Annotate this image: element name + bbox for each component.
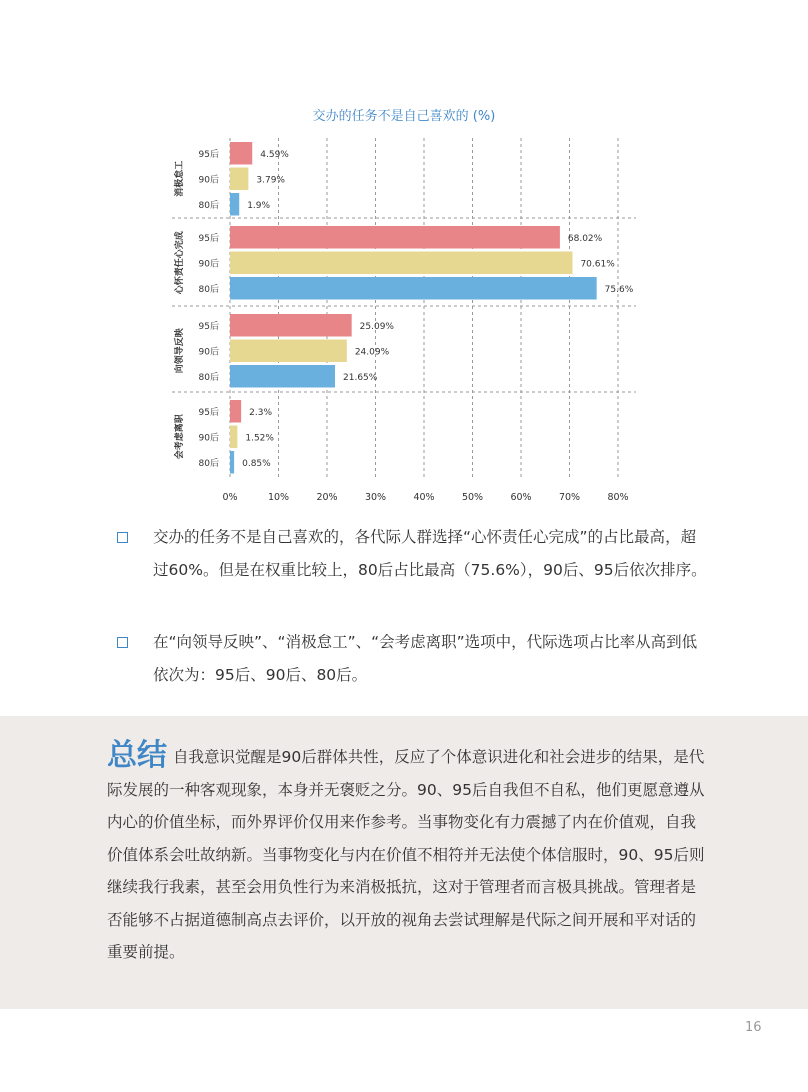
- bar-value-label: 24.09%: [354, 347, 390, 358]
- group-label: 消极怠工: [175, 160, 185, 197]
- bar-category-label: 80后: [198, 200, 219, 211]
- bar-category-label: 80后: [198, 284, 219, 295]
- bar-value-label: 70.61%: [580, 259, 615, 270]
- bar-category-label: 90后: [198, 175, 219, 186]
- x-tick-label: 70%: [558, 492, 581, 503]
- bar-value-label: 21.65%: [343, 372, 378, 383]
- bullet-text-1: 交办的任务不是自己喜欢的，各代际人群选择“心怀责任心完成”的占比最高，超过60%。但是在权重比较上，80后占比最高（75.6%），90后、95后依次排序。: [153, 528, 707, 579]
- x-tick-label: 40%: [413, 492, 435, 503]
- bar-category-label: 95后: [198, 321, 219, 332]
- bar: [230, 400, 241, 423]
- bar-value-label: 1.52%: [245, 433, 274, 444]
- bullet-text-2: 在“向领导反映”、“消极怠工”、“会考虑离职”选项中，代际选项占比率从高到低依次为：95后、90后、80后。: [153, 633, 698, 684]
- x-tick-label: 80%: [607, 492, 629, 503]
- bullet-square-icon: [117, 532, 128, 543]
- bar-value-label: 4.59%: [260, 149, 289, 160]
- bar-chart: [0, 0, 808, 520]
- bar-value-label: 2.3%: [249, 407, 273, 418]
- bar: [230, 277, 597, 300]
- chart-title: 交办的任务不是自己喜欢的 (%): [312, 109, 496, 124]
- group-label: 心怀责任心完成: [175, 231, 185, 295]
- group-label: 会考虑离职: [175, 414, 185, 460]
- x-tick-label: 50%: [461, 492, 484, 503]
- x-tick-label: 60%: [510, 492, 532, 503]
- bar-category-label: 90后: [198, 433, 219, 444]
- bar-category-label: 95后: [198, 407, 219, 418]
- page-number: 16: [745, 1020, 762, 1035]
- bar: [230, 426, 237, 449]
- bar: [230, 451, 234, 474]
- bar-value-label: 3.79%: [256, 175, 285, 186]
- bar: [230, 252, 572, 275]
- bar-category-label: 95后: [198, 149, 219, 160]
- x-tick-label: 0%: [222, 492, 238, 503]
- bar-value-label: 0.85%: [242, 458, 271, 469]
- bar-value-label: 25.09%: [359, 321, 395, 332]
- bar: [230, 168, 248, 191]
- bar: [230, 193, 239, 216]
- summary-title: 总结: [107, 738, 167, 773]
- x-tick-label: 10%: [267, 492, 290, 503]
- bar-value-label: 75.6%: [604, 284, 634, 295]
- bar-category-label: 80后: [198, 372, 219, 383]
- x-tick-label: 30%: [364, 492, 387, 503]
- bar-category-label: 90后: [198, 347, 219, 358]
- bar: [230, 226, 560, 249]
- summary-text: 自我意识觉醒是90后群体共性，反应了个体意识进化和社会进步的结果，是代际发展的一种客观现象，本身并无褒贬之分。90、95后自我但不自私，他们更愿意遵从内心的价值坐标，而外界评价仅用来作参考。当事物变化有力震撼了内在价值观，自我价值体系会吐故纳新。当事物变化与内在价值不相符并无法使个体信服时，90、95后则继续我行我素，甚至会用负性行为来消极抵抗，这对于管理者而言极具挑战。管理者是否能够不占据道德制高点去评价，以开放的视角去尝试理解是代际之间开展和平对话的重要前提。: [107, 748, 705, 961]
- bar-category-label: 80后: [198, 458, 219, 469]
- bullet-square-icon: [117, 637, 128, 648]
- bar-category-label: 90后: [198, 259, 219, 270]
- summary-paragraph: [107, 740, 707, 969]
- bar-value-label: 1.9%: [247, 200, 271, 211]
- group-label: 向领导反映: [175, 328, 185, 374]
- bar: [230, 142, 252, 165]
- bar: [230, 314, 352, 337]
- bar-value-label: 68.02%: [567, 233, 603, 244]
- bar: [230, 365, 335, 388]
- bar: [230, 340, 347, 363]
- bar-category-label: 95后: [198, 233, 219, 244]
- x-tick-label: 20%: [316, 492, 338, 503]
